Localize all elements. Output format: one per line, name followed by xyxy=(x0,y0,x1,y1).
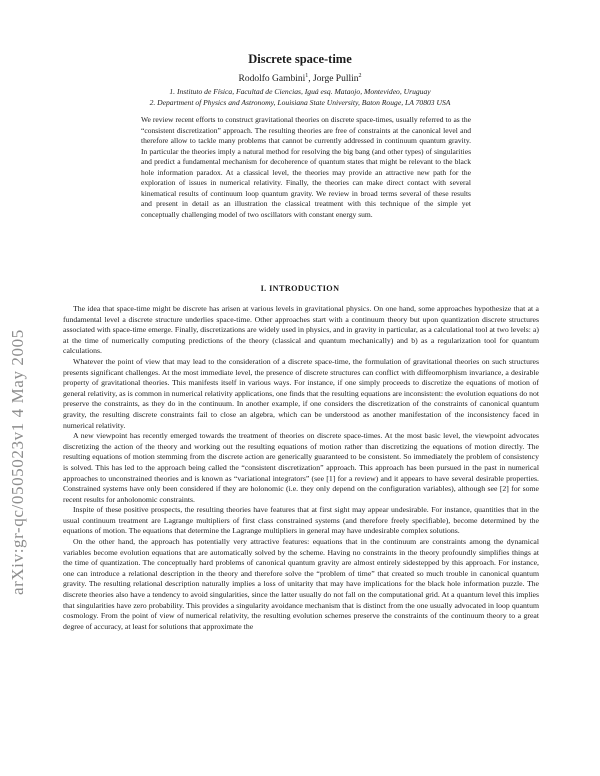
paper-title: Discrete space-time xyxy=(248,52,352,66)
paragraph: Whatever the point of view that may lead to the consideration of a discrete space-time, the formulation of gravitational theories on such structures presents significant challenges. At the most immediate level, the presence of discrete structures can conflict with diffeomorphism invariance, a desirable property of gravitational theories. This manifests itself in various ways. For instance, if one simply proceeds to discretize the equations of motion of general relativity, as is common in numerical relativity applications, one finds that the resulting equations are inconsistent: the evolution equations do not preserve the constraints, as they do in the continuum. In another example, if one considers the discretization of the constraints of canonical quantum gravity, the resulting discrete constraints fail to close an algebra, which can be understood as another manifestation of the inconsistency faced in numerical relativity. xyxy=(63,356,539,430)
paragraph: On the other hand, the approach has potentially very attractive features: equations that in the continuum are constraints among the dynamical variables become evolution equations that are automatically solved by the scheme. Having no constraints in the theory profoundly simplifies things at the time of quantization. The conceptually hard problems of canonical quantum gravity are almost entirely sidestepped by this approach. For instance, one can introduce a relational description in the theory and therefore solve the “problem of time” that created so much trouble in canonical quantum gravity. The resulting relational description naturally implies a loss of unitarity that may have implications for the black hole information puzzle. The discrete theories also have a tendency to avoid singularities, since the latter usually do not fall on the computational grid. At a quantum level this implies that singularities have zero probability. This provides a singularity avoidance mechanism that is distinct from the one usually advocated in loop quantum cosmology. From the point of view of numerical relativity, the resulting evolution schemes preserve the constraints of the continuum theory to a great degree of accuracy, at least for solutions that approximate the xyxy=(63,537,539,631)
affiliation-mark: 2 xyxy=(358,73,362,79)
paragraph: A new viewpoint has recently emerged towards the treatment of theories on discrete space-times. At the most basic level, the viewpoint advocates discretizing the action of the theory and working out the resulting equations of motion rather than discretizing the equations of motion directly. The resulting equations of motion stemming from the discrete action are generically guaranteed to be consistent. So immediately the problem of consistency is solved. This has led to the approach being called the “consistent discretization” approach. This approach has been pursued in the past in numerical approaches to unconstrained theories and is known as “variational integrators” (see [1] for a review) and it appears to have several desirable properties. Constrained systems have only been considered if they are holonomic (i.e. they only depend on the configuration variables), although see [2] for some recent results for anholonomic constraints. xyxy=(63,431,539,504)
author-name: Jorge Pullin xyxy=(313,74,359,85)
paragraph: Inspite of these positive prospects, the resulting theories have features that at first sight may appear undesirable. For instance, quantities that in the usual continuum treatment are Lagrange multipliers of first class constrained systems (and therefore freely specifiable), become determined by the equations of motion. The equations that determine the Lagrange multipliers in general may have undesirable complex solutions. xyxy=(63,505,539,536)
body-text xyxy=(63,304,539,632)
abstract: We review recent efforts to construct gravitational theories on discrete space-times, usually referred to as the “consistent discretization” approach. The resulting theories are free of constraints at the canonical level and therefore allow to tackle many problems that cannot be currently addressed in continuum quantum gravity. In particular the theories imply a natural method for resolving the big bang (and other types) of singularities and predict a fundamental mechanism for decoherence of quantum states that might be relevant to the black hole information paradox. At a classical level, the theories may provide an attractive new path for the exploration of issues in numerical relativity. Finally, the theories can make direct contact with several kinematical results of continuum loop quantum gravity. We review in broad terms several of these results and present in detail as an illustration the classical treatment with this technique of the simple yet conceptually challenging model of two oscillators with constant energy sum. xyxy=(141,115,471,219)
affiliation-1: 1. Instituto de Física, Facultad de Ciencias, Iguá esq. Mataojo, Montevideo, Uruguay xyxy=(169,87,431,96)
paragraph: The idea that space-time might be discrete has arisen at various levels in gravitational physics. On one hand, some approaches hypothesize that at a fundamental level a discrete structure underlies space-time. Other approaches start with a continuum theory but upon quantization discrete structures associated with space-time emerge. Finally, discretizations are widely used in physics, and in gravity in particular, as a calculational tool at two levels: a) at the time of numerically computing predictions of the theory (classical and quantum mechanically) and b) as a regularization tool for quantum calculations. xyxy=(63,304,539,356)
affiliation-2: 2. Department of Physics and Astronomy, Louisiana State University, Baton Rouge, LA 70803 USA xyxy=(149,98,451,107)
affiliation-mark: 1 xyxy=(305,73,309,79)
arxiv-identifier: arXiv:gr-qc/0505023v1 4 May 2005 xyxy=(8,329,27,595)
section-heading-introduction: I. INTRODUCTION xyxy=(260,284,340,293)
author-name: Rodolfo Gambini xyxy=(238,74,306,85)
author-line: Rodolfo Gambini$^1$, Jorge Pullin$^2$ xyxy=(238,73,362,85)
